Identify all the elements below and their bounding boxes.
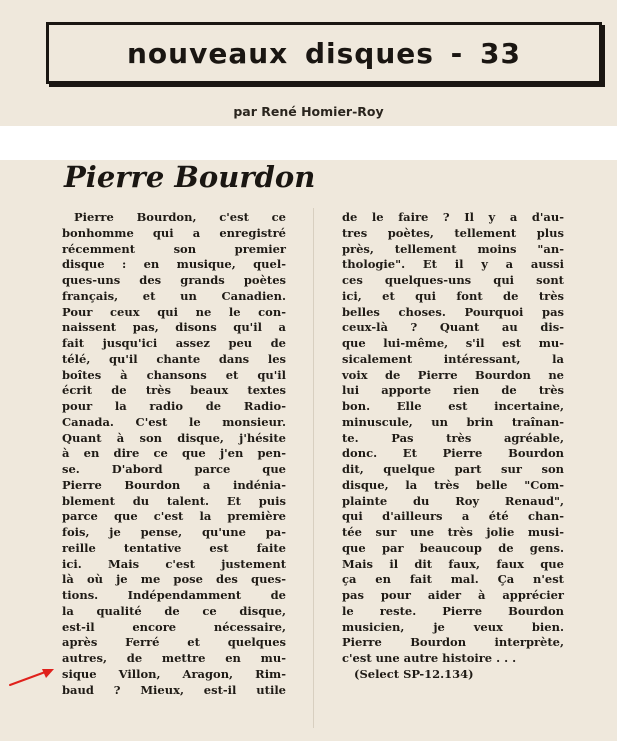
red-arrow-icon — [8, 664, 56, 688]
text-line: pour la radio de Radio- — [62, 399, 286, 413]
text-line: Canada. C'est le monsieur. — [62, 414, 286, 429]
text-line: à en dire ce que j'en pen- — [62, 446, 286, 461]
text-line: fait jusqu'ici assez peu de — [62, 336, 286, 350]
text-line: Pierre Bourdon a indénia- — [62, 477, 286, 492]
text-line: récemment son premier — [62, 241, 286, 256]
text-line: près, tellement moins "an- — [342, 241, 564, 256]
article-column-right — [342, 210, 564, 683]
text-line: disque : en musique, quel- — [62, 257, 286, 272]
text-line: Pierre Bourdon, c'est ce — [74, 210, 286, 224]
text-line: sicalement intéressant, la — [342, 351, 564, 366]
text-line: ça en fait mal. Ça n'est — [342, 572, 564, 587]
text-line: plainte du Roy Renaud", — [342, 493, 564, 508]
text-line: est-il encore nécessaire, — [62, 619, 286, 634]
text-line: se. D'abord parce que — [62, 462, 286, 476]
article-column-left — [62, 210, 286, 698]
text-line: français, et un Canadien. — [62, 288, 286, 303]
text-line: tée sur une très jolie musi- — [342, 525, 564, 539]
text-line: (Select SP-12.134) — [354, 666, 474, 681]
text-line: ici. Mais c'est justement — [62, 556, 286, 571]
text-line: Mais il dit faux, faux que — [342, 556, 564, 571]
text-line: télé, qu'il chante dans les — [62, 351, 286, 366]
text-line: que par beaucoup de gens. — [342, 540, 564, 555]
text-line: te. Pas très agréable, — [342, 430, 564, 445]
text-line: parce que c'est la première — [62, 509, 286, 524]
text-line: donc. Et Pierre Bourdon — [342, 446, 564, 461]
text-line: minuscule, un brin traînan- — [342, 414, 564, 429]
text-line: ici, et qui font de très — [342, 288, 564, 303]
text-line: dit, quelque part sur son — [342, 462, 564, 476]
column-title: nouveaux disques - 33 — [126, 36, 521, 70]
text-line: baud ? Mieux, est-il utile — [62, 682, 286, 697]
text-line: ques-uns des grands poètes — [62, 273, 286, 287]
text-line: ces quelques-uns qui sont — [342, 273, 564, 287]
text-line: belles choses. Pourquoi pas — [342, 304, 564, 319]
text-line: thologie". Et il y a aussi — [342, 257, 564, 272]
text-line: blement du talent. Et puis — [62, 493, 286, 508]
article-title: Pierre Bourdon — [64, 160, 316, 194]
text-line: fois, je pense, qu'une pa- — [62, 525, 286, 539]
text-line: écrit de très beaux textes — [62, 383, 286, 398]
text-line: autres, de mettre en mu- — [62, 651, 286, 665]
text-line: Pierre Bourdon interprète, — [342, 635, 564, 650]
text-line: qui d'ailleurs a été chan- — [342, 509, 564, 524]
byline: par René Homier-Roy — [233, 104, 384, 119]
column-divider — [313, 208, 314, 728]
text-line: reille tentative est faite — [62, 540, 286, 555]
text-line: le reste. Pierre Bourdon — [342, 603, 564, 618]
text-line: voix de Pierre Bourdon ne — [342, 367, 564, 382]
text-line: bon. Elle est incertaine, — [342, 399, 564, 413]
text-line: ceux-là ? Quant au dis- — [342, 320, 564, 335]
text-line: c'est une autre histoire . . . — [342, 651, 517, 665]
text-line: que lui-même, s'il est mu- — [342, 336, 564, 350]
text-line: disque, la très belle "Com- — [342, 477, 564, 492]
text-line: de le faire ? Il y a d'au- — [342, 210, 564, 224]
text-line: bonhomme qui a enregistré — [62, 225, 286, 240]
text-line: la qualité de ce disque, — [62, 603, 286, 618]
text-line: après Ferré et quelques — [62, 635, 286, 650]
text-line: musicien, je veux bien. — [342, 619, 564, 634]
text-line: sique Villon, Aragon, Rim- — [62, 666, 286, 681]
text-line: tions. Indépendamment de — [62, 588, 286, 602]
text-line: pas pour aider à apprécier — [342, 588, 564, 602]
text-line: Pour ceux qui ne le con- — [62, 304, 286, 319]
text-line: là où je me pose des ques- — [62, 572, 286, 587]
text-line: naissent pas, disons qu'il a — [62, 320, 286, 335]
text-line: Quant à son disque, j'hésite — [62, 430, 286, 445]
column-header-box — [46, 22, 602, 84]
text-line: lui apporte rien de très — [342, 383, 564, 398]
text-line: boîtes à chansons et qu'il — [62, 367, 286, 382]
text-line: tres poètes, tellement plus — [342, 225, 564, 240]
